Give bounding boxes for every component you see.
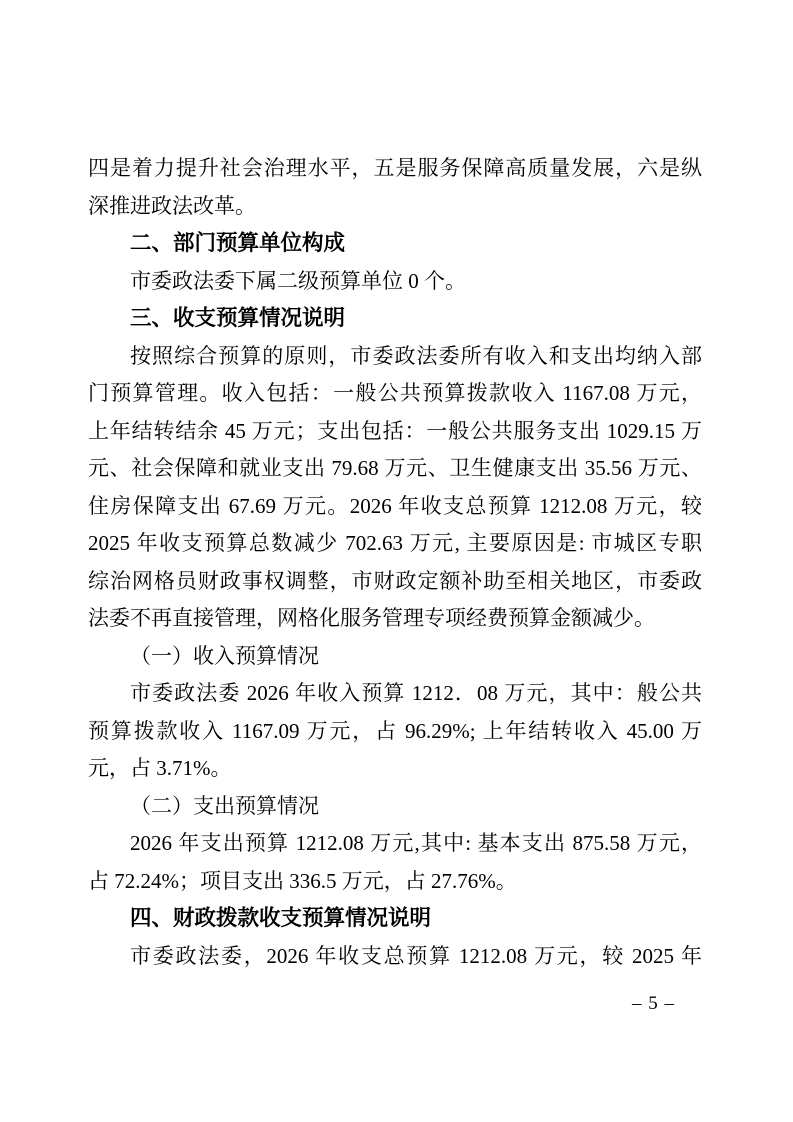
- text-line: 2025 年收支预算总数减少 702.63 万元, 主要原因是: 市城区专职: [88, 531, 702, 555]
- section-heading: 四、财政拨款收支预算情况说明: [130, 906, 432, 930]
- text-line: 市委政法委 2026 年收入预算 1212．08 万元，其中：般公共: [130, 681, 702, 705]
- text-line: 市委政法委，2026 年收支总预算 1212.08 万元，较 2025 年: [130, 943, 702, 968]
- sub-heading: （一）收入预算情况: [130, 643, 319, 668]
- document-body: [88, 150, 702, 975]
- text-line: 按照综合预算的原则，市委政法委所有收入和支出均纳入部: [130, 343, 702, 368]
- text-line: 四是着力提升社会治理水平，五是服务保障高质量发展，六是纵: [88, 156, 702, 180]
- sub-heading: （二）支出预算情况: [130, 793, 319, 818]
- text-line: 门预算管理。收入包括：一般公共预算拨款收入 1167.08 万元，: [88, 381, 702, 405]
- text-line: 预算拨款收入 1167.09 万元，占 96.29%; 上年结转收入 45.00 万: [88, 718, 702, 743]
- text-line: 住房保障支出 67.69 万元。2026 年收支总预算 1212.08 万元，较: [88, 493, 702, 518]
- section-heading: 三、收支预算情况说明: [130, 306, 346, 330]
- text-line: 占 72.24%；项目支出 336.5 万元，占 27.76%。: [88, 868, 517, 893]
- text-line: 2026 年支出预算 1212.08 万元,其中: 基本支出 875.58 万元，: [130, 831, 702, 855]
- text-line: 深推进政法改革。: [88, 193, 256, 218]
- text-line: 综治网格员财政事权调整，市财政定额补助至相关地区，市委政: [88, 568, 702, 593]
- text-line: 元、社会保障和就业支出 79.68 万元、卫生健康支出 35.56 万元、: [88, 456, 702, 480]
- text-line: 市委政法委下属二级预算单位 0 个。: [130, 268, 466, 293]
- text-line: 上年结转结余 45 万元；支出包括：一般公共服务支出 1029.15 万: [88, 418, 702, 443]
- text-line: 元，占 3.71%。: [88, 756, 232, 780]
- text-line: 法委不再直接管理，网格化服务管理专项经费预算金额减少。: [88, 606, 655, 630]
- page-number: – 5 –: [632, 993, 675, 1014]
- section-heading: 二、部门预算单位构成: [130, 231, 346, 255]
